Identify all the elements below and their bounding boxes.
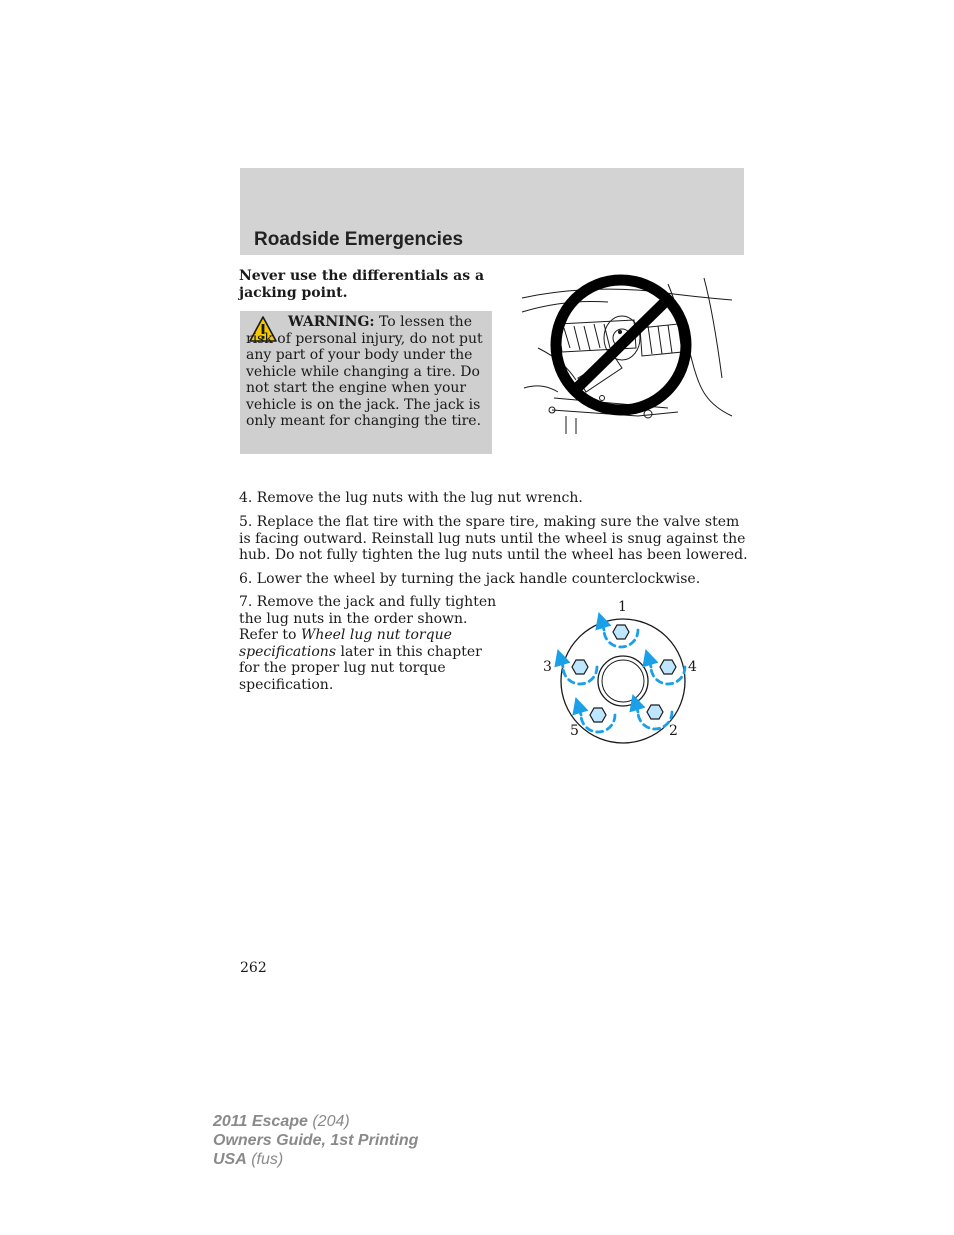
lug-nuts [572, 625, 676, 722]
no-jack-differential-illustration [518, 268, 734, 436]
step-7-text-b: later in this chapter for the proper lug nut torque specification. [239, 643, 482, 693]
warning-box [240, 311, 492, 454]
document-footer [213, 1112, 418, 1169]
lug-label-5: 5 [570, 723, 579, 739]
lug-nut-3 [572, 660, 588, 674]
footer-edition: Owners Guide, 1st Printing [213, 1132, 419, 1149]
footer-model: 2011 Escape [213, 1113, 308, 1130]
step-6: 6. Lower the wheel by turning the jack handle counterclockwise. [239, 571, 701, 587]
footer-line-3 [213, 1150, 418, 1169]
footer-line-2 [213, 1131, 418, 1150]
warning-body: To lessen the risk of personal injury, do not put any part of your body under the vehicle while changing a tire. Do not start the engine when your vehicle is on the jack. The jack is only meant for changing the tire. [246, 314, 483, 429]
footer-market-code: (fus) [246, 1151, 284, 1168]
step-7 [239, 594, 501, 693]
lug-label-3: 3 [543, 659, 552, 675]
warning-label: WARNING: [288, 314, 375, 330]
wheel-center-bore [598, 656, 648, 706]
lug-nut-4 [660, 660, 676, 674]
lug-nut-tightening-diagram [538, 596, 704, 746]
section-title: Roadside Emergencies [254, 229, 464, 250]
lug-nut-5 [590, 708, 606, 722]
lug-label-2: 2 [669, 723, 678, 739]
footer-model-code: (204) [307, 1113, 350, 1130]
footer-line-1 [213, 1112, 418, 1131]
lug-nut-2 [647, 705, 663, 719]
torque-spec-reference: Wheel lug nut torque specifications [239, 627, 452, 660]
step-7-text-a: 7. Remove the jack and fully tighten the lug nuts in the order shown. Refer to [239, 594, 497, 643]
warning-text [246, 314, 488, 430]
step-5: 5. Replace the flat tire with the spare tire, making sure the valve stem is facing outward. Reinstall lug nuts until the wheel is snug against the hub. Do not fully tighten the lug nuts until the wheel has been lowered. [239, 514, 748, 563]
section-header [240, 168, 744, 255]
step-4: 4. Remove the lug nuts with the lug nut wrench. [239, 490, 583, 506]
footer-market: USA [213, 1151, 247, 1168]
page-number: 262 [240, 960, 267, 976]
differential-note: Never use the differentials as a jacking point. [239, 268, 485, 301]
lug-label-4: 4 [688, 659, 697, 675]
lug-label-1: 1 [618, 599, 627, 615]
lug-nut-1 [613, 625, 629, 639]
